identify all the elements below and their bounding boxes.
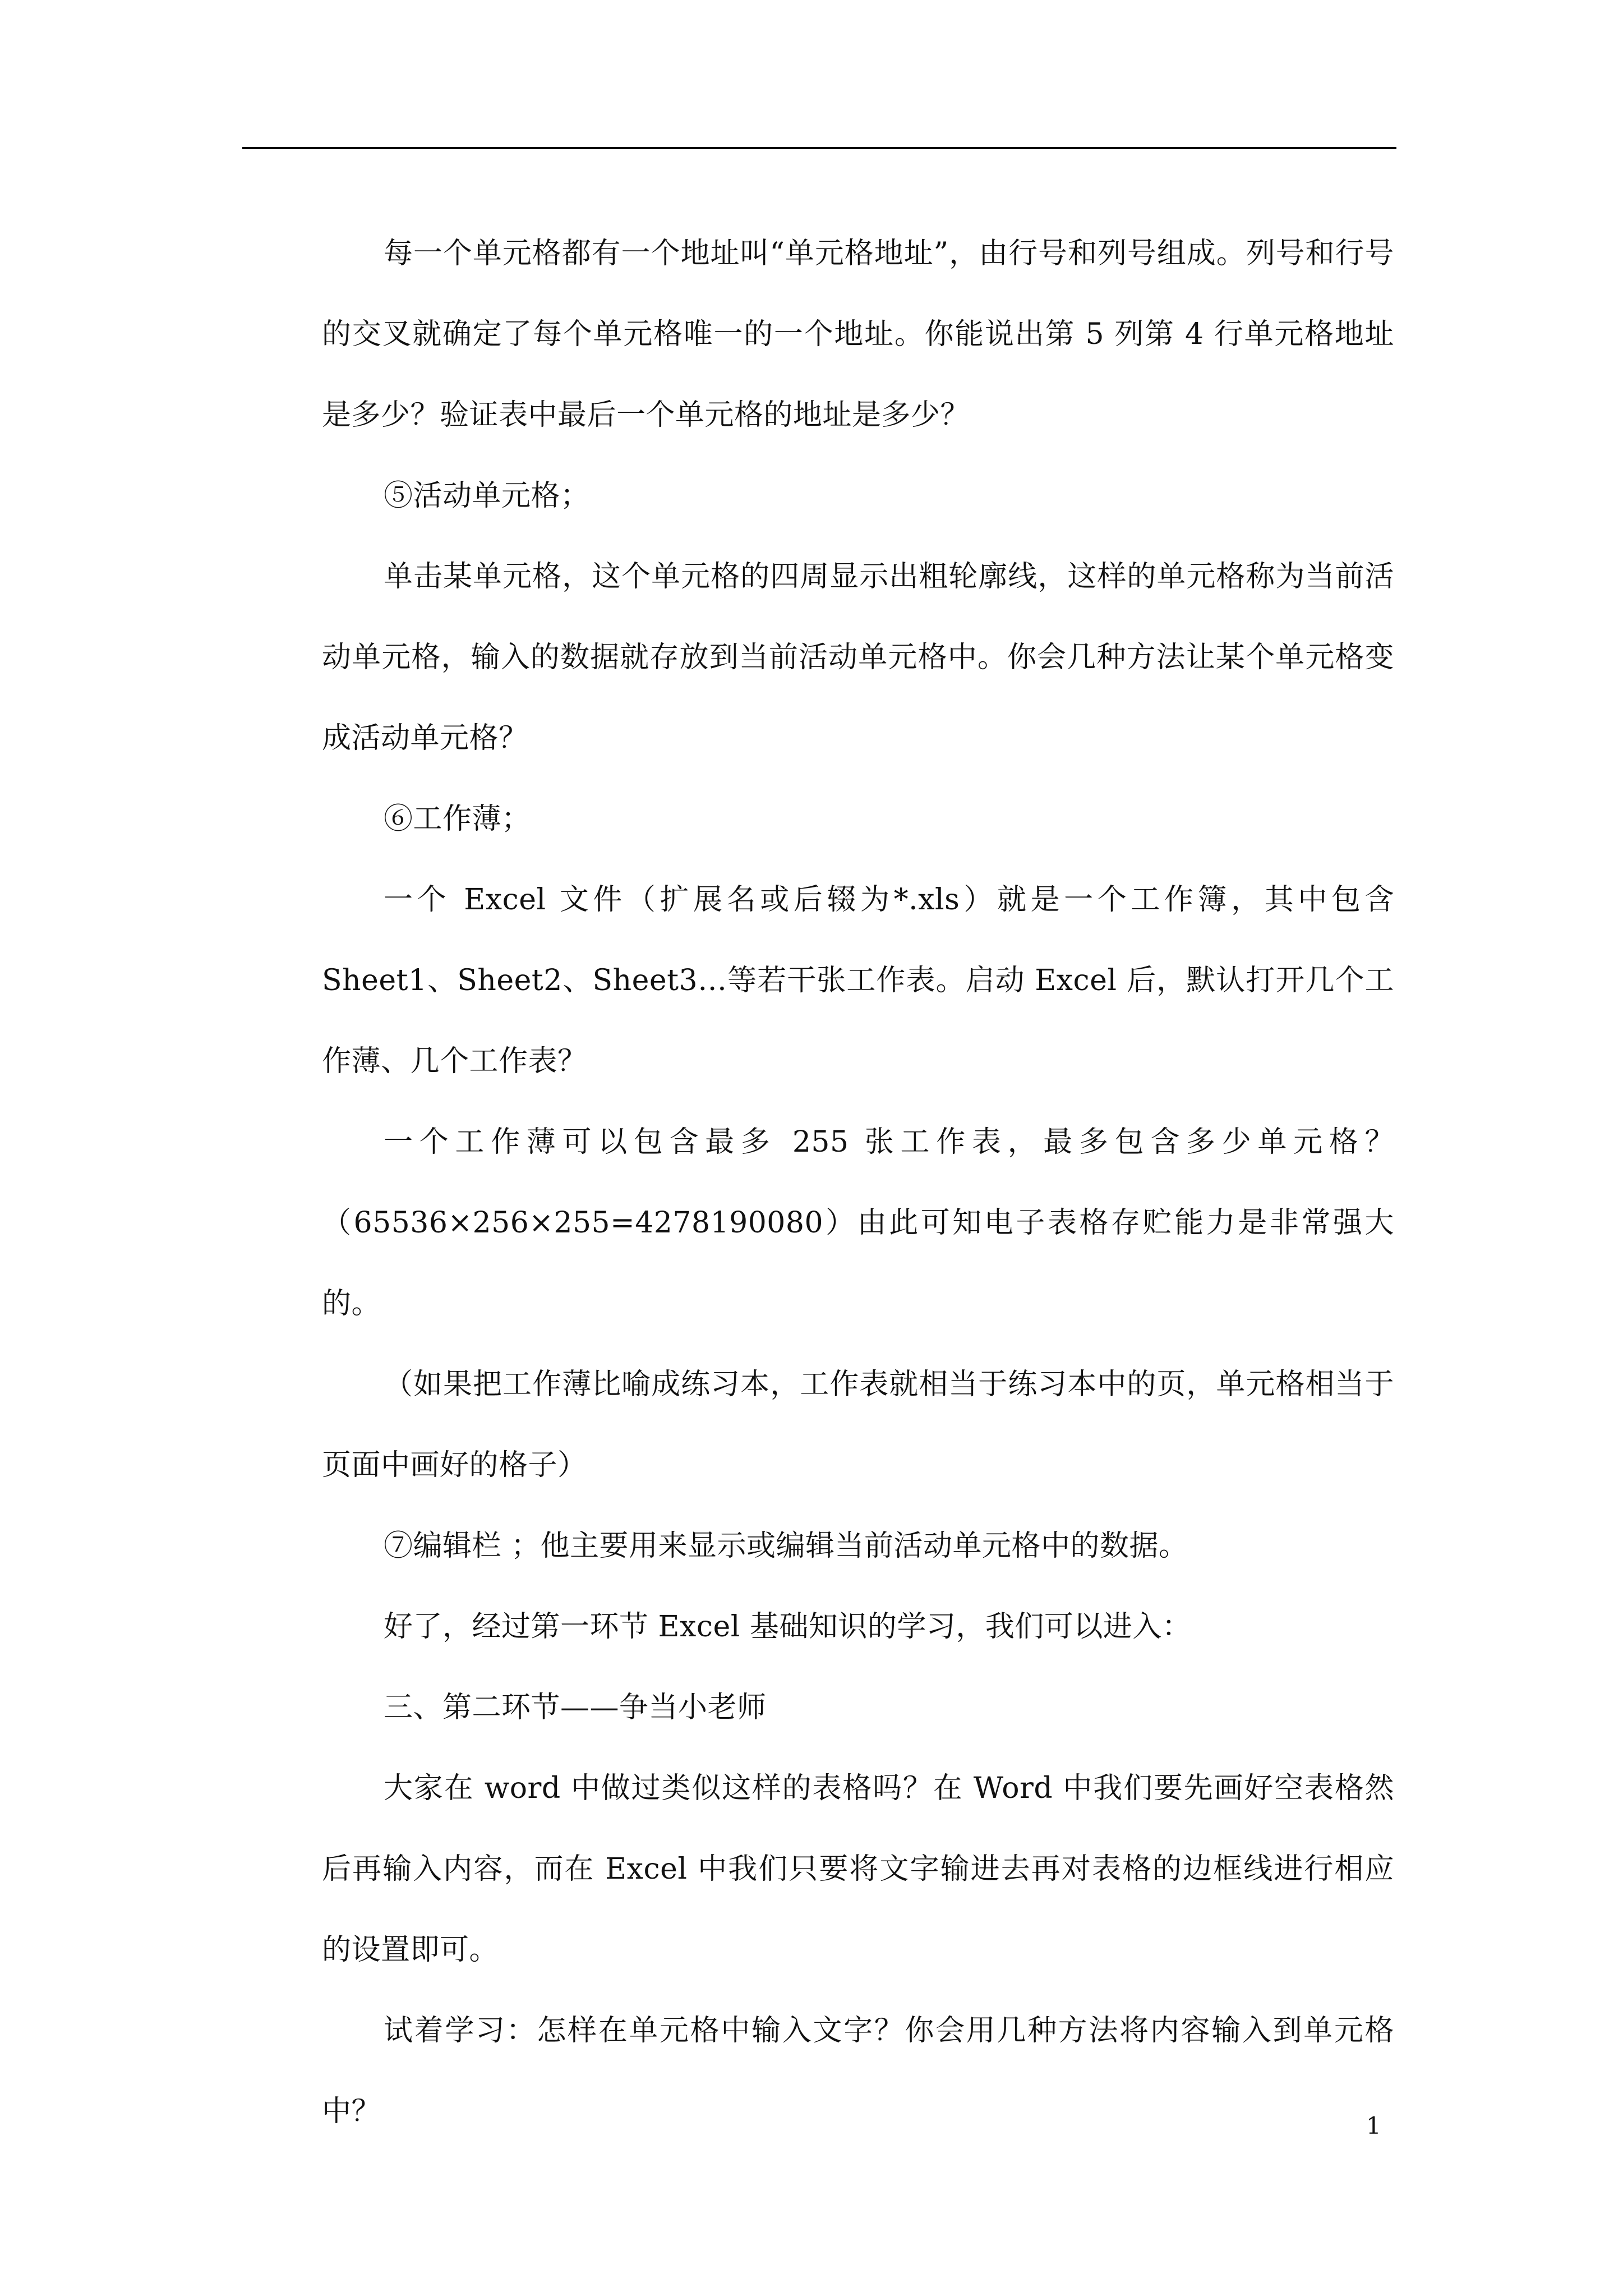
paragraph-transition: 好了，经过第一环节 Excel 基础知识的学习，我们可以进入： bbox=[384, 1610, 1192, 1644]
document-body bbox=[322, 213, 1394, 2152]
paragraph-formula-bar: ⑦编辑栏 ；他主要用来显示或编辑当前活动单元格中的数据。 bbox=[384, 1529, 1188, 1563]
paragraph-analogy: （如果把工作薄比喻成练习本，工作表就相当于练习本中的页，单元格相当于页面中画好的格子） bbox=[322, 1368, 1394, 1482]
paragraph-word-vs-excel: 大家在 word 中做过类似这样的表格吗？在 Word 中我们要先画好空表格然后再输入内容，而在 Excel 中我们只要将文字输进去再对表格的边框线进行相应的设置即可。 bbox=[322, 1772, 1394, 1967]
paragraph-worksheet-capacity: 一个工作薄可以包含最多 255 张工作表，最多包含多少单元格？（65536×256×255=4278190080）由此可知电子表格存贮能力是非常强大的。 bbox=[322, 1125, 1394, 1320]
paragraph-active-cell-heading: ⑤活动单元格； bbox=[384, 479, 590, 513]
page-number: 1 bbox=[1366, 2112, 1381, 2139]
paragraph-cell-address: 每一个单元格都有一个地址叫“单元格地址”，由行号和列号组成。列号和行号的交叉就确定了每个单元格唯一的一个地址。你能说出第 5 列第 4 行单元格地址是多少？验证表中最后一个单元格的地址是多少？ bbox=[322, 237, 1394, 432]
paragraph-try-learning: 试着学习：怎样在单元格中输入文字？你会用几种方法将内容输入到单元格中？ bbox=[322, 2014, 1394, 2128]
paragraph-section-heading: 三、第二环节——争当小老师 bbox=[384, 1691, 767, 1724]
paragraph-active-cell: 单击某单元格，这个单元格的四周显示出粗轮廓线，这样的单元格称为当前活动单元格，输入的数据就存放到当前活动单元格中。你会几种方法让某个单元格变成活动单元格？ bbox=[322, 560, 1394, 755]
paragraph-workbook-heading: ⑥工作薄； bbox=[384, 802, 531, 836]
paragraph-workbook: 一个 Excel 文件（扩展名或后辍为*.xls）就是一个工作簿，其中包含 Sheet1、Sheet2、Sheet3…等若干张工作表。启动 Excel 后，默认打开几个工作薄、几个工作表？ bbox=[322, 883, 1394, 1078]
header-rule bbox=[242, 147, 1396, 149]
